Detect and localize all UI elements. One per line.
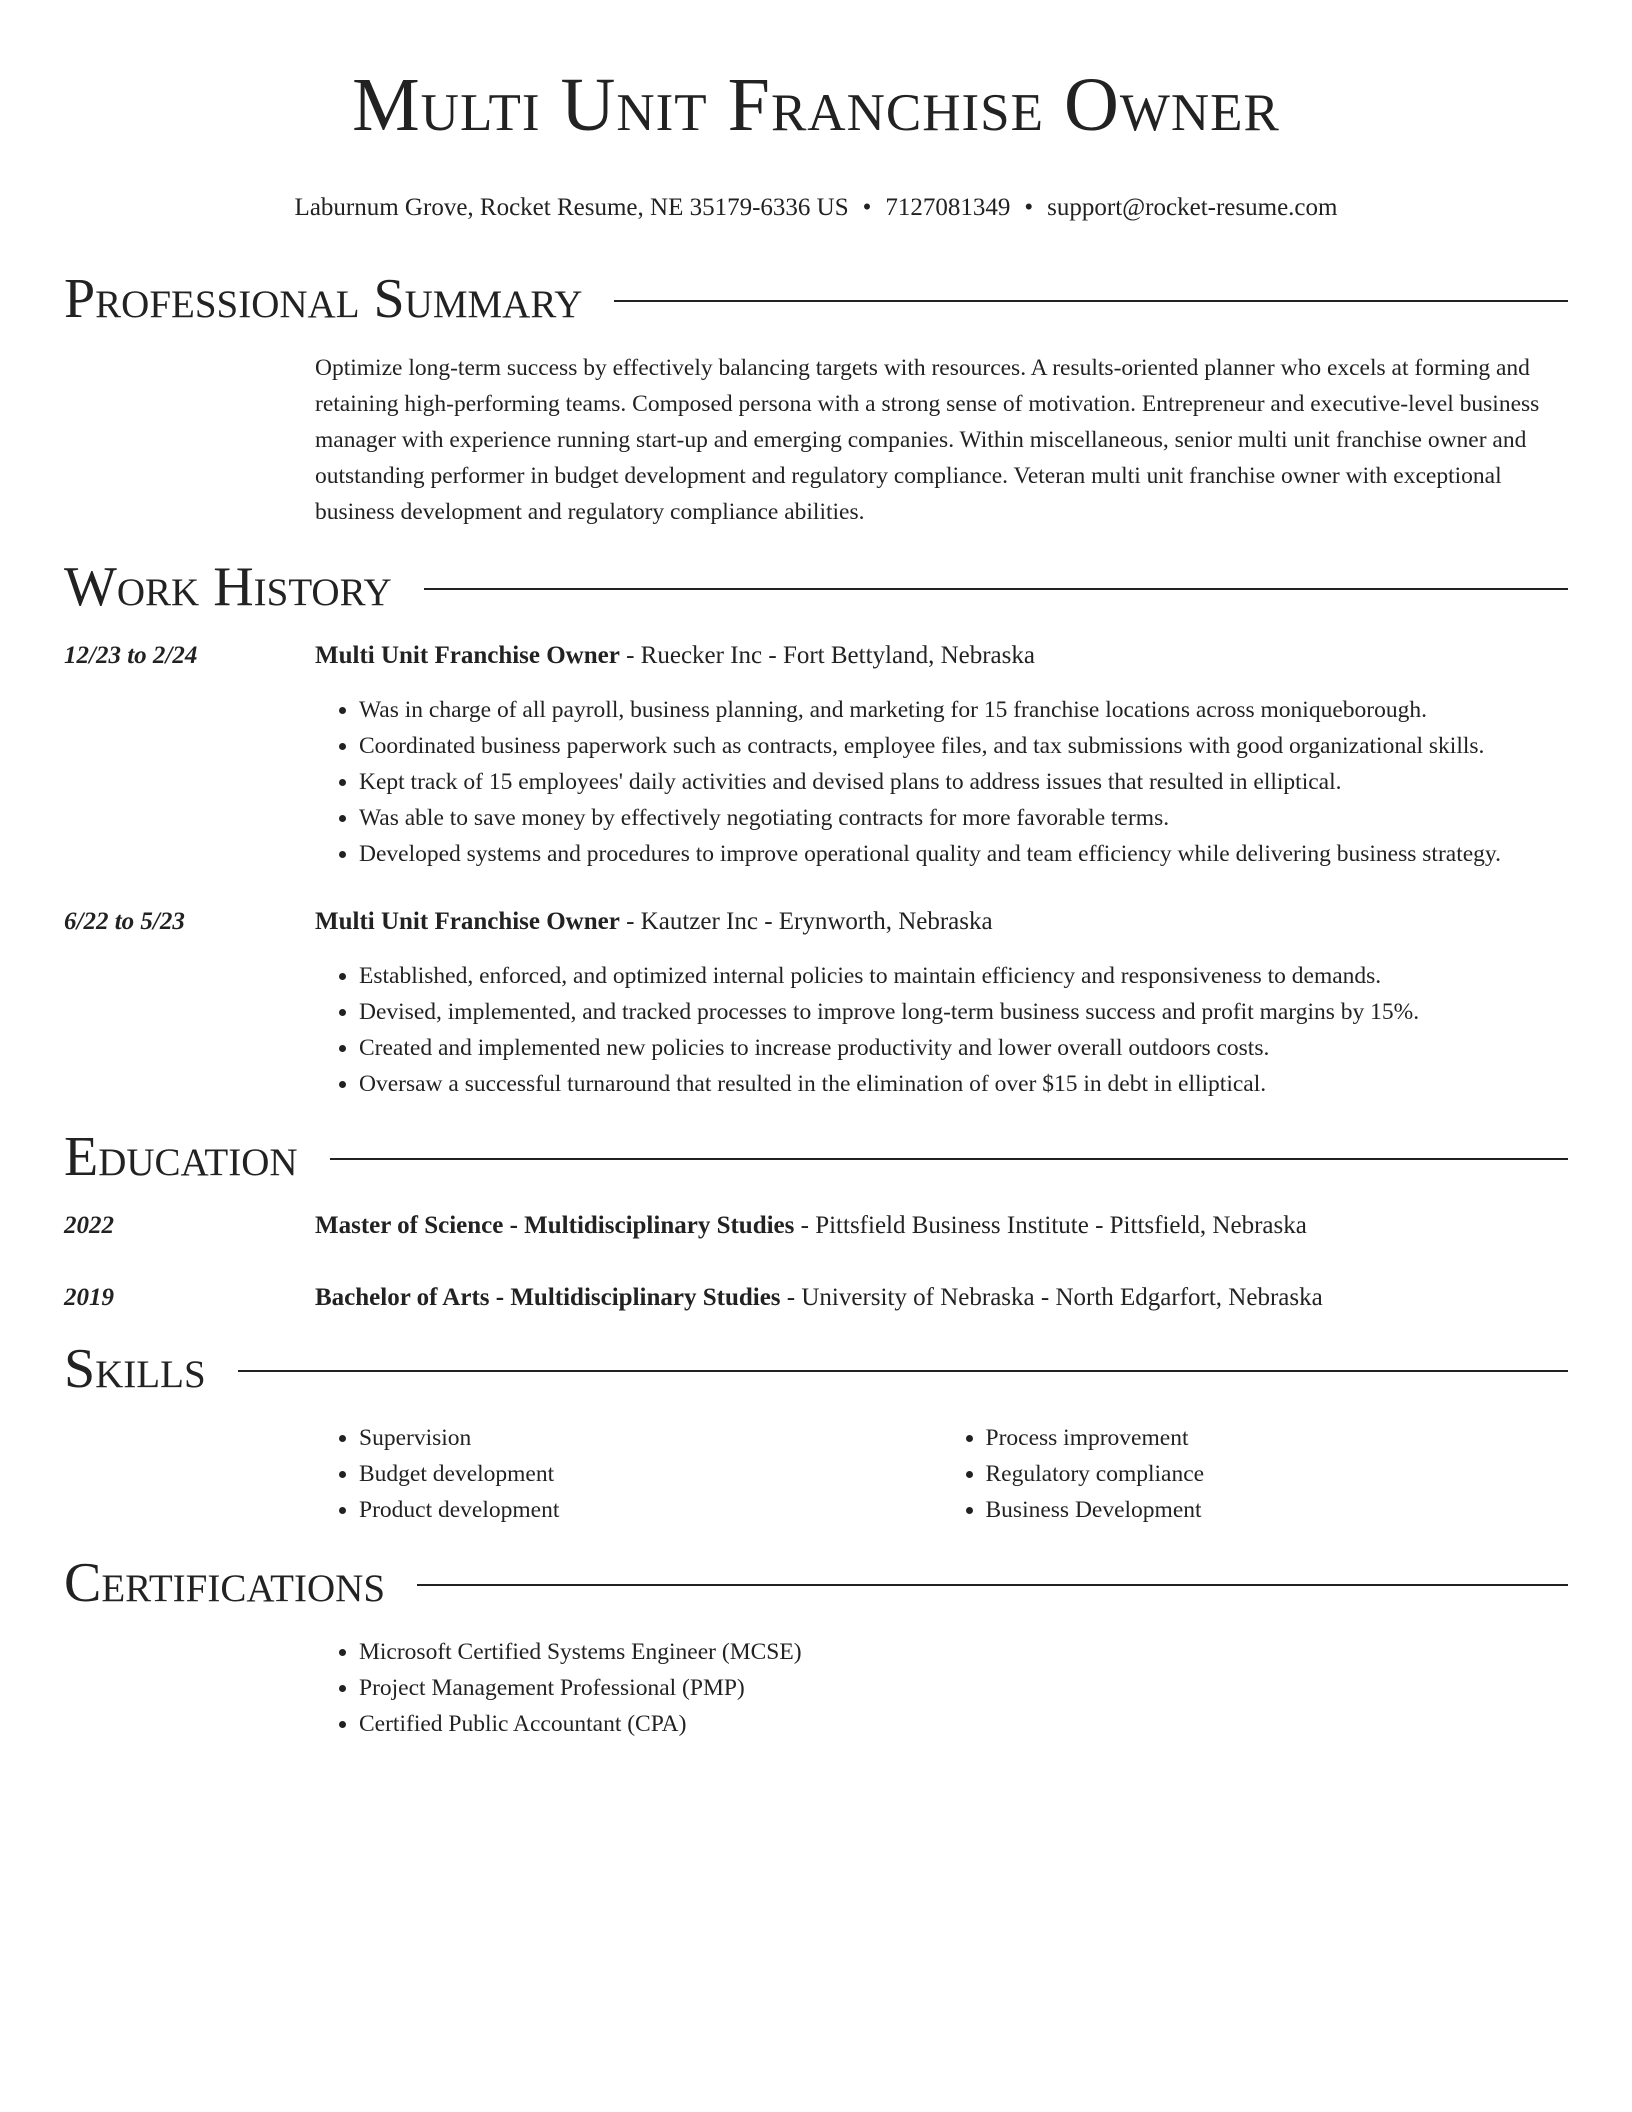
skills-list-left: [315, 1420, 942, 1528]
section-header: [64, 1126, 1568, 1188]
skill-item: • Supervision: [359, 1420, 942, 1456]
contact-email: support@rocket-resume.com: [1047, 194, 1338, 221]
summary-text: Optimize long-term success by effectively balancing targets with resources. A results-oriented planner who excels at forming and retaining high-performing teams. Composed persona with a strong sense of motivation. Entrepreneur and executive-level business manager with experience running start-up and emerging companies. Within miscellaneous, senior multi unit franchise owner and outstanding performer in budget development and regulatory compliance. Veteran multi unit franchise owner with exceptional business development and regulatory compliance abilities.: [315, 355, 1540, 525]
job-company-location: - Kautzer Inc - Erynworth, Nebraska: [619, 908, 993, 935]
section-divider: [614, 300, 1568, 302]
certifications-list: [315, 1634, 1568, 1742]
education-entry: [64, 1280, 1568, 1316]
job-header: [64, 638, 1568, 674]
section-title-certifications: Certifications: [64, 1552, 386, 1614]
education-year: 2022: [64, 1212, 114, 1239]
contact-separator: •: [862, 194, 872, 221]
job-company-location: - Ruecker Inc - Fort Bettyland, Nebraska: [619, 642, 1035, 669]
section-title-skills: Skills: [64, 1338, 206, 1400]
job-title-line: [315, 904, 1568, 940]
education-degree: Master of Science - Multidisciplinary Studies: [315, 1212, 795, 1239]
skills-section: [64, 1338, 1568, 1528]
education-line: [315, 1208, 1568, 1244]
contact-line: [64, 192, 1568, 224]
summary-section: [64, 268, 1568, 530]
education-line: [315, 1280, 1568, 1316]
work-history-section: [64, 556, 1568, 1102]
section-header: [64, 268, 1568, 330]
section-divider: [417, 1584, 1568, 1586]
education-year: 2019: [64, 1284, 114, 1311]
certification-item: • Certified Public Accountant (CPA): [359, 1706, 1568, 1742]
education-school-location: - Pittsfield Business Institute - Pittsfield, Nebraska: [794, 1212, 1307, 1239]
skill-item: • Process improvement: [986, 1420, 1569, 1456]
certification-item: • Project Management Professional (PMP): [359, 1670, 1568, 1706]
job-title-line: [315, 638, 1568, 674]
job-bullet: • Was in charge of all payroll, business planning, and marketing for 15 franchise locations across moniqueborough.: [359, 692, 1568, 728]
job-dates: 6/22 to 5/23: [64, 908, 185, 935]
section-title-education: Education: [64, 1126, 298, 1188]
education-entry: [64, 1208, 1568, 1244]
job-entry: [64, 638, 1568, 872]
skills-list-right: [942, 1420, 1569, 1528]
skill-item: • Product development: [359, 1492, 942, 1528]
section-title-work: Work History: [64, 556, 392, 618]
education-school-location: - University of Nebraska - North Edgarfort, Nebraska: [780, 1284, 1323, 1311]
section-divider: [424, 588, 1568, 590]
job-bullet: • Devised, implemented, and tracked processes to improve long-term business success and profit margins by 15%.: [359, 994, 1568, 1030]
job-bullet: • Created and implemented new policies to increase productivity and lower overall outdoors costs.: [359, 1030, 1568, 1066]
job-header: [64, 904, 1568, 940]
job-bullet: • Was able to save money by effectively negotiating contracts for more favorable terms.: [359, 800, 1568, 836]
section-divider: [330, 1158, 1568, 1160]
job-entry: [64, 904, 1568, 1102]
job-bullet: • Kept track of 15 employees' daily activities and devised plans to address issues that resulted in elliptical.: [359, 764, 1568, 800]
skills-grid: [315, 1420, 1568, 1528]
certification-item: • Microsoft Certified Systems Engineer (MCSE): [359, 1634, 1568, 1670]
job-dates: 12/23 to 2/24: [64, 642, 198, 669]
resume-title: Multi Unit Franchise Owner: [352, 63, 1280, 147]
certifications-section: [64, 1552, 1568, 1742]
section-header: [64, 1552, 1568, 1614]
skill-item: • Business Development: [986, 1492, 1569, 1528]
job-bullet: • Coordinated business paperwork such as contracts, employee files, and tax submissions with good organizational skills.: [359, 728, 1568, 764]
job-bullets: [315, 692, 1568, 872]
section-title-summary: Professional Summary: [64, 268, 583, 330]
section-header: [64, 1338, 1568, 1400]
education-section: [64, 1126, 1568, 1316]
job-bullet: • Developed systems and procedures to improve operational quality and team efficiency while delivering business strategy.: [359, 836, 1568, 872]
contact-address: Laburnum Grove, Rocket Resume, NE 35179-6336 US: [294, 194, 849, 221]
job-bullet: • Established, enforced, and optimized internal policies to maintain efficiency and responsiveness to demands.: [359, 958, 1568, 994]
section-divider: [238, 1370, 1568, 1372]
job-role: Multi Unit Franchise Owner: [315, 908, 620, 935]
skill-item: • Budget development: [359, 1456, 942, 1492]
contact-separator: •: [1024, 194, 1034, 221]
job-bullets: [315, 958, 1568, 1102]
skill-item: • Regulatory compliance: [986, 1456, 1569, 1492]
job-role: Multi Unit Franchise Owner: [315, 642, 620, 669]
section-header: [64, 556, 1568, 618]
job-bullet: • Oversaw a successful turnaround that resulted in the elimination of over $15 in debt in elliptical.: [359, 1066, 1568, 1102]
education-degree: Bachelor of Arts - Multidisciplinary Studies: [315, 1284, 781, 1311]
contact-phone: 7127081349: [885, 194, 1011, 221]
